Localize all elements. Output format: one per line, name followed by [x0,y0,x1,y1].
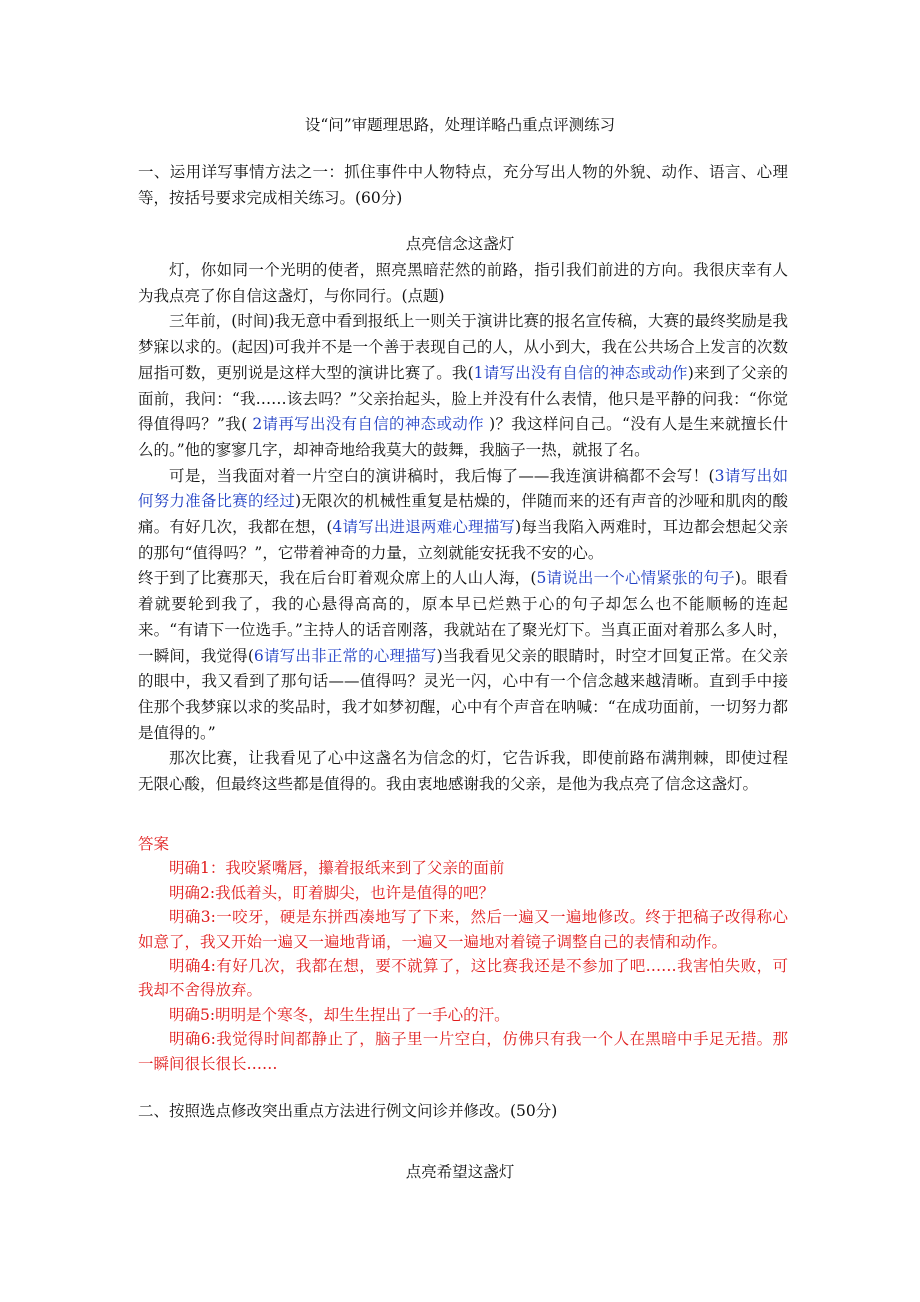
section-two-instruction: 二、按照选点修改突出重点方法进行例文问诊并修改。(50分) [138,1102,558,1120]
essay-one-body [138,258,788,798]
hint-3: 3请写出如何努力准备比赛的经过 [138,466,788,511]
answer-block [138,832,788,1076]
hint-5: 5请说出一个心情紧张的句子 [536,569,735,588]
section-one-instruction: 一、运用详写事情方法之一：抓住事件中人物特点，充分写出人物的外貌、动作、语言、心理等，按括号要求完成相关练习。(60分) [138,163,788,207]
paragraph-competition: 终于到了比赛那天，我在后台盯着观众席上的人山人海，(5请说出一个心情紧张的句子)。眼看着就要轮到我了，我的心悬得高高的，原本早已烂熟于心的句子却怎么也不能顺畅的连起来。“有请下一位选手。”主持人的话音刚落，我就站在了聚光灯下。当真正面对着那么多人时，一瞬间，我觉得(6请写出非正常的心理描写)当我看见父亲的眼睛时，时空才回复正常。在父亲的眼中，我又看到了那句话——值得吗？灵光一闪，心中有一个信念越来越清晰。直到手中接住那个我梦寐以求的奖品时，我才如梦初醒，心中有个声音在呐喊：“在成功面前，一切努力都是值得的。” [138,569,788,742]
paragraph-preparation: 可是，当我面对着一片空白的演讲稿时，我后悔了——我连演讲稿都不会写！(3请写出如何努力准备比赛的经过)无限次的机械性重复是枯燥的，伴随而来的还有声音的沙哑和肌肉的酸痛。有好几次，我都在想，(4请写出进退两难心理描写)每当我陷入两难时，耳边都会想起父亲的那句“值得吗？”，它带着神奇的力量，立刻就能安抚我不安的心。 [138,466,788,562]
answer-4: 明确4:有好几次，我都在想，要不就算了，这比赛我还是不参加了吧……我害怕失败，可我却不舍得放弃。 [138,957,788,1000]
answer-2: 明确2:我低着头，盯着脚尖，也许是值得的吧？ [169,883,495,902]
hint-1: 1请写出没有自信的神态或动作 [473,363,688,382]
essay-one-title: 点亮信念这盏灯 [405,235,515,253]
answer-5: 明确5:明明是个寒冬，却生生捏出了一手心的汗。 [169,1005,510,1024]
paragraph-conclusion: 那次比赛，让我看见了心中这盏名为信念的灯，它告诉我，即使前路布满荆棘，即使过程无限心酸，但最终这些都是值得的。我由衷地感谢我的父亲，是他为我点亮了信念这盏灯。 [138,749,788,794]
essay-two-title: 点亮希望这盏灯 [405,1163,515,1181]
answer-label: 答案 [138,835,170,853]
answer-1: 明确1：我咬紧嘴唇，攥着报纸来到了父亲的面前 [169,859,505,878]
hint-6: 6请写出非正常的心理描写 [253,646,437,665]
answer-3: 明确3:一咬牙，硬是东拼西凑地写了下来，然后一遍又一遍地修改。终于把稿子改得称心如意了，我又开始一遍又一遍地背诵，一遍又一遍地对着镜子调整自己的表情和动作。 [138,908,788,951]
paragraph-intro: 灯，你如同一个光明的使者，照亮黑暗茫然的前路，指引我们前进的方向。我很庆幸有人为我点亮了你自信这盏灯，与你同行。(点题) [138,261,788,305]
hint-2: 2请再写出没有自信的神态或动作 [252,415,484,434]
document-title: 设“问”审题理思路，处理详略凸重点评测练习 [304,116,616,134]
hint-4: 4请写出进退两难心理描写 [332,518,516,537]
paragraph-beginning: 三年前，(时间)我无意中看到报纸上一则关于演讲比赛的报名宣传稿，大赛的最终奖励是我梦寐以求的。(起因)可我并不是一个善于表现自己的人，从小到大，我在公共场合上发言的次数屈指可数，更别说是这样大型的演讲比赛了。我(1请写出没有自信的神态或动作)来到了父亲的面前，我问：“我……该去吗？”父亲抬起头，脸上并没有什么表情，他只是平静的问我：“你觉得值得吗？”我( 2请再写出没有自信的神态或动作 )？我这样问自己。“没有人是生来就擅长什么的。”他的寥寥几字，却神奇地给我莫大的鼓舞，我脑子一热，就报了名。 [138,312,788,459]
answer-6: 明确6:我觉得时间都静止了，脑子里一片空白，仿佛只有我一个人在黑暗中手足无措。那一瞬间很长很长…… [138,1030,788,1073]
